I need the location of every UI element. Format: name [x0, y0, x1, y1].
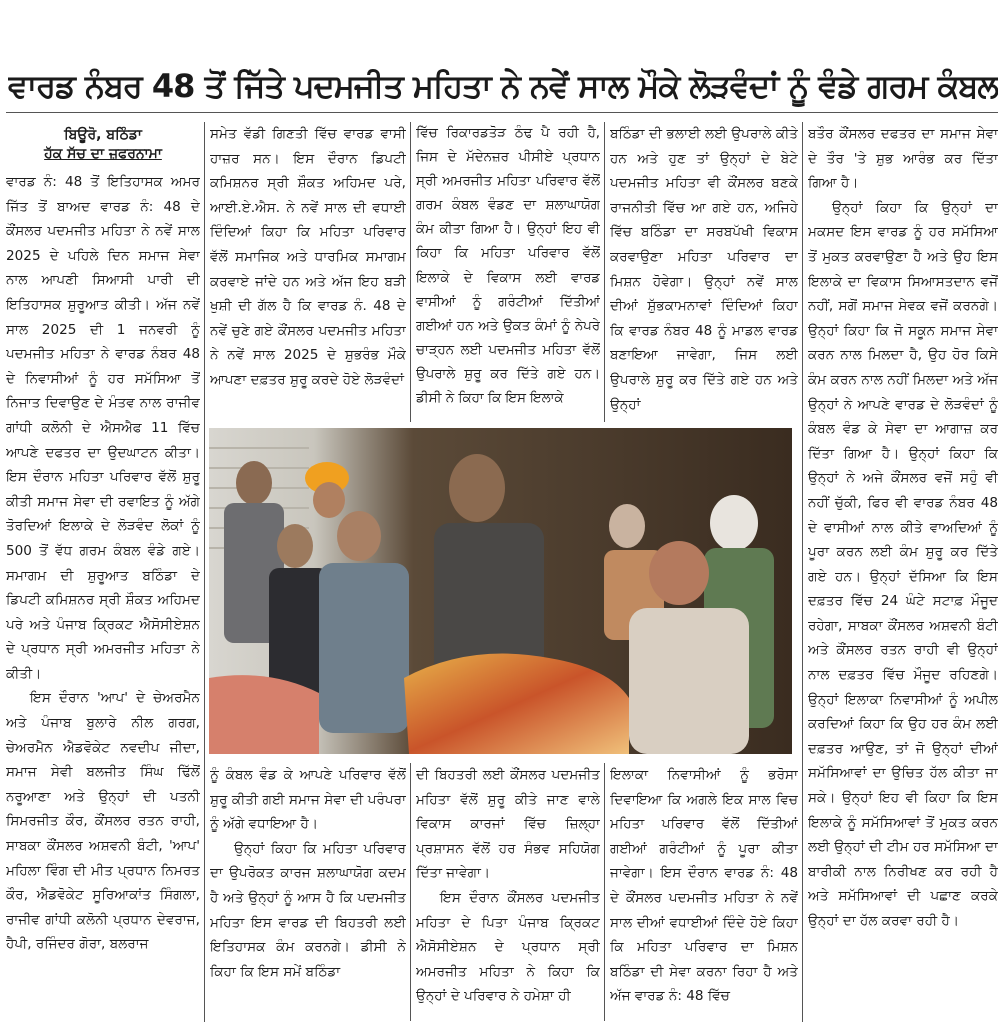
article-paragraph: ਬਤੌਰ ਕੌਂਸਲਰ ਦਫਤਰ ਦਾ ਸਮਾਜ ਸੇਵਾ ਦੇ ਤੌਰ 'ਤੇ ਸ਼ੁਭ ਆਰੰਭ ਕਰ ਦਿੱਤਾ ਗਿਆ ਹੈ। — [808, 126, 998, 192]
headline-rule — [6, 112, 998, 113]
column-divider — [410, 763, 411, 1021]
article-paragraph: ਸਮੇਤ ਵੱਡੀ ਗਿਣਤੀ ਵਿੱਚ ਵਾਰਡ ਵਾਸੀ ਹਾਜ਼ਰ ਸਨ। ਇਸ ਦੌਰਾਨ ਡਿਪਟੀ ਕਮਿਸ਼ਨਰ ਸ੍ਰੀ ਸ਼ੌਕਤ ਅਹਿਮਦ ਪਰੇ, ਆਈ.ਏ.ਐਸ. ਨੇ ਨਵੇਂ ਸਾਲ ਦੀ ਵਧਾਈ ਦਿੰਦਿਆਂ ਕਿਹਾ ਕਿ ਮਹਿਤਾ ਪਰਿਵਾਰ ਵੱਲੋਂ ਸਮਾਜਿਕ ਅਤੇ ਧਾਰਮਿਕ ਸਮਾਗਮ ਕਰਵਾਏ ਜਾਂਦੇ ਹਨ ਅਤੇ ਅੱਜ ਇਹ ਬੜੀ ਖੁਸ਼ੀ ਦੀ ਗੱਲ ਹੈ ਕਿ ਵਾਰਡ ਨੰ. 48 ਦੇ ਨਵੇਂ ਚੁਣੇ ਗਏ ਕੌਂਸਲਰ ਪਦਮਜੀਤ ਮਹਿਤਾ ਨੇ ਨਵੇਂ ਸਾਲ 2025 ਦੇ ਸ਼ੁਭਰੰਭ ਮੌਕੇ ਆਪਣਾ ਦਫ਼ਤਰ ਸ਼ੁਰੂ ਕਰਦੇ ਹੋਏ ਲੋੜਵੰਦਾਂ — [210, 126, 406, 388]
article-paragraph: ਦੀ ਬਿਹਤਰੀ ਲਈ ਕੌਂਸਲਰ ਪਦਮਜੀਤ ਮਹਿਤਾ ਵੱਲੋਂ ਸ਼ੁਰੂ ਕੀਤੇ ਜਾਣ ਵਾਲੇ ਵਿਕਾਸ ਕਾਰਜਾਂ ਵਿੱਚ ਜ਼ਿਲ੍ਹਾ ਪ੍ਰਸ਼ਾਸਨ ਵੱਲੋਂ ਹਰ ਸੰਭਵ ਸਹਿਯੋਗ ਦਿੱਤਾ ਜਾਵੇਗਾ। — [416, 767, 600, 882]
column-4-top — [610, 122, 798, 422]
event-photo-image — [209, 428, 792, 754]
article-paragraph: ਬਠਿੰਡਾ ਦੀ ਭਲਾਈ ਲਈ ਉਪਰਾਲੇ ਕੀਤੇ ਹਨ ਅਤੇ ਹੁਣ ਤਾਂ ਉਨ੍ਹਾਂ ਦੇ ਬੇਟੇ ਪਦਮਜੀਤ ਮਹਿਤਾ ਵੀ ਕੌਂਸਲਰ ਬਣਕੇ ਰਾਜਨੀਤੀ ਵਿੱਚ ਆ ਗਏ ਹਨ, ਅਜਿਹੇ ਵਿੱਚ ਬਠਿੰਡਾ ਦਾ ਸਰਬਪੱਖੀ ਵਿਕਾਸ ਕਰਵਾਉਣਾ ਮਹਿਤਾ ਪਰਿਵਾਰ ਦਾ ਮਿਸ਼ਨ ਹੋਵੇਗਾ। ਉਨ੍ਹਾਂ ਨਵੇਂ ਸਾਲ ਦੀਆਂ ਸ਼ੁੱਭਕਾਮਨਾਵਾਂ ਦਿੰਦਿਆਂ ਕਿਹਾ ਕਿ ਵਾਰਡ ਨੰਬਰ 48 ਨੂੰ ਮਾਡਲ ਵਾਰਡ ਬਣਾਇਆ ਜਾਵੇਗਾ, ਜਿਸ ਲਈ ਉਪਰਾਲੇ ਸ਼ੁਰੂ ਕਰ ਦਿੱਤੇ ਗਏ ਹਨ ਅਤੇ ਉਨ੍ਹਾਂ — [610, 126, 798, 413]
column-4-bottom — [610, 763, 798, 1021]
article-paragraph: ਉਨ੍ਹਾਂ ਕਿਹਾ ਕਿ ਮਹਿਤਾ ਪਰਿਵਾਰ ਦਾ ਉਪਰੋਕਤ ਕਾਰਜ ਸ਼ਲਾਘਾਯੋਗ ਕਦਮ ਹੈ ਅਤੇ ਉਨ੍ਹਾਂ ਨੂੰ ਆਸ ਹੈ ਕਿ ਪਦਮਜੀਤ ਮਹਿਤਾ ਇਸ ਵਾਰਡ ਦੀ ਬਿਹਤਰੀ ਲਈ ਇਤਿਹਾਸਕ ਕੰਮ ਕਰਨਗੇ। ਡੀਸੀ ਨੇ ਕਿਹਾ ਕਿ ਇਸ ਸਮੇਂ ਬਠਿੰਡਾ — [210, 840, 406, 980]
article-paragraph: ਇਸ ਦੌਰਾਨ 'ਆਪ' ਦੇ ਚੇਅਰਮੈਨ ਅਤੇ ਪੰਜਾਬ ਬੁਲਾਰੇ ਨੀਲ ਗਰਗ, ਚੇਅਰਮੈਨ ਐਡਵੋਕੇਟ ਨਵਦੀਪ ਜੀਦਾ, ਸਮਾਜ ਸੇਵੀ ਬਲਜੀਤ ਸਿੰਘ ਢਿੱਲੋਂ ਨਰੂਆਣਾ ਅਤੇ ਉਨ੍ਹਾਂ ਦੀ ਪਤਨੀ ਸਿਮਰਜੀਤ ਕੌਰ, ਕੌਂਸਲਰ ਰਤਨ ਰਾਹੀ, ਸਾਬਕਾ ਕੌਂਸਲਰ ਅਸ਼ਵਨੀ ਬੰਟੀ, 'ਆਪ' ਮਹਿਲਾ ਵਿੰਗ ਦੀ ਮੀਤ ਪ੍ਰਧਾਨ ਨਿਮਰਤ ਕੌਰ, ਐਡਵੋਕੇਟ ਸੂਰਿਆਕਾਂਤ ਸਿੰਗਲਾ, ਰਾਜੀਵ ਗਾਂਧੀ ਕਲੋਨੀ ਪ੍ਰਧਾਨ ਦੇਵਰਾਜ, ਹੈਪੀ, ਰਜਿੰਦਰ ਗੋਰਾ, ਬਲਰਾਜ — [6, 690, 200, 953]
column-divider — [802, 122, 803, 1022]
column-2-top — [210, 122, 406, 422]
column-3-top — [416, 122, 600, 422]
column-divider — [410, 122, 411, 422]
article-paragraph: ਵਿੱਚ ਰਿਕਾਰਡਤੋੜ ਠੰਢ ਪੈ ਰਹੀ ਹੈ, ਜਿਸ ਦੇ ਮੱਦੇਨਜ਼ਰ ਪੀਸੀਏ ਪ੍ਰਧਾਨ ਸ੍ਰੀ ਅਮਰਜੀਤ ਮਹਿਤਾ ਪਰਿਵਾਰ ਵੱਲੋਂ ਗਰਮ ਕੰਬਲ ਵੰਡਣ ਦਾ ਸ਼ਲਾਘਾਯੋਗ ਕੰਮ ਕੀਤਾ ਗਿਆ ਹੈ। ਉਨ੍ਹਾਂ ਇਹ ਵੀ ਕਿਹਾ ਕਿ ਮਹਿਤਾ ਪਰਿਵਾਰ ਵੱਲੋਂ ਇਲਾਕੇ ਦੇ ਵਿਕਾਸ ਲਈ ਵਾਰਡ ਵਾਸੀਆਂ ਨੂੰ ਗਰੰਟੀਆਂ ਦਿੱਤੀਆਂ ਗਈਆਂ ਹਨ ਅਤੇ ਉਕਤ ਕੰਮਾਂ ਨੂੰ ਨੇਪਰੇ ਚਾੜ੍ਹਨ ਲਈ ਪਦਮਜੀਤ ਮਹਿਤਾ ਵੱਲੋਂ ਉਪਰਾਲੇ ਸ਼ੁਰੂ ਕਰ ਦਿੱਤੇ ਗਏ ਹਨ। ਡੀਸੀ ਨੇ ਕਿਹਾ ਕਿ ਇਸ ਇਲਾਕੇ — [416, 126, 600, 407]
article-paragraph: ਵਾਰਡ ਨੰ: 48 ਤੋਂ ਇਤਿਹਾਸਕ ਅਮਰ ਜਿੱਤ ਤੋਂ ਬਾਅਦ ਵਾਰਡ ਨੰ: 48 ਦੇ ਕੌਂਸਲਰ ਪਦਮਜੀਤ ਮਹਿਤਾ ਨੇ ਨਵੇਂ ਸਾਲ 2025 ਦੇ ਪਹਿਲੇ ਦਿਨ ਸਮਾਜ ਸੇਵਾ ਨਾਲ ਆਪਣੀ ਸਿਆਸੀ ਪਾਰੀ ਦੀ ਇਤਿਹਾਸਕ ਸ਼ੁਰੂਆਤ ਕੀਤੀ। ਅੱਜ ਨਵੇਂ ਸਾਲ 2025 ਦੀ 1 ਜਨਵਰੀ ਨੂੰ ਪਦਮਜੀਤ ਮਹਿਤਾ ਨੇ ਵਾਰਡ ਨੰਬਰ 48 ਦੇ ਨਿਵਾਸੀਆਂ ਨੂੰ ਹਰ ਸਮੱਸਿਆ ਤੋਂ ਨਿਜਾਤ ਦਿਵਾਉਣ ਦੇ ਮੰਤਵ ਨਾਲ ਰਾਜੀਵ ਗਾਂਧੀ ਕਲੋਨੀ ਦੇ ਐਸਐਫ 11 ਵਿੱਚ ਆਪਣੇ ਦਫਤਰ ਦਾ ਉਦਘਾਟਨ ਕੀਤਾ। ਇਸ ਦੌਰਾਨ ਮਹਿਤਾ ਪਰਿਵਾਰ ਵੱਲੋਂ ਸ਼ੁਰੂ ਕੀਤੀ ਸਮਾਜ ਸੇਵਾ ਦੀ ਰਵਾਇਤ ਨੂੰ ਅੱਗੇ ਤੋਰਦਿਆਂ ਇਲਾਕੇ ਦੇ ਲੋੜਵੰਦ ਲੋਕਾਂ ਨੂੰ 500 ਤੋਂ ਵੱਧ ਗਰਮ ਕੰਬਲ ਵੰਡੇ ਗਏ। ਸਮਾਗਮ ਦੀ ਸ਼ੁਰੂਆਤ ਬਠਿੰਡਾ ਦੇ ਡਿਪਟੀ ਕਮਿਸ਼ਨਰ ਸ੍ਰੀ ਸ਼ੌਕਤ ਅਹਿਮਦ ਪਰੇ ਅਤੇ ਪੰਜਾਬ ਕ੍ਰਿਕਟ ਐਸੋਸੀਏਸ਼ਨ ਦੇ ਪ੍ਰਧਾਨ ਸ੍ਰੀ ਅਮਰਜੀਤ ਮਹਿਤਾ ਨੇ ਕੀਤੀ। — [6, 174, 200, 682]
column-2-bottom — [210, 763, 406, 1021]
byline-bureau: ਬਿਊਰੋ, ਬਠਿੰਡਾ — [64, 127, 142, 143]
article-paragraph: ਨੂੰ ਕੰਬਲ ਵੰਡ ਕੇ ਆਪਣੇ ਪਰਿਵਾਰ ਵੱਲੋਂ ਸ਼ੁਰੂ ਕੀਤੀ ਗਈ ਸਮਾਜ ਸੇਵਾ ਦੀ ਪਰੰਪਰਾ ਨੂੰ ਅੱਗੇ ਵਧਾਇਆ ਹੈ। — [210, 767, 406, 833]
column-3-bottom — [416, 763, 600, 1021]
byline-tagline: ਹੱਕ ਸੱਚ ਦਾ ਜ਼ਫਰਨਾਮਾ — [44, 146, 162, 162]
column-divider — [204, 122, 205, 1022]
column-divider — [604, 763, 605, 1021]
article-paragraph: ਇਲਾਕਾ ਨਿਵਾਸੀਆਂ ਨੂੰ ਭਰੋਸਾ ਦਿਵਾਇਆ ਕਿ ਅਗਲੇ ਇਕ ਸਾਲ ਵਿਚ ਮਹਿਤਾ ਪਰਿਵਾਰ ਵੱਲੋਂ ਦਿੱਤੀਆਂ ਗਈਆਂ ਗਰੰਟੀਆਂ ਨੂੰ ਪੂਰਾ ਕੀਤਾ ਜਾਵੇਗਾ। ਇਸ ਦੌਰਾਨ ਵਾਰਡ ਨੰ: 48 ਦੇ ਕੌਂਸਲਰ ਪਦਮਜੀਤ ਮਹਿਤਾ ਨੇ ਨਵੇਂ ਸਾਲ ਦੀਆਂ ਵਧਾਈਆਂ ਦਿੰਦੇ ਹੋਏ ਕਿਹਾ ਕਿ ਮਹਿਤਾ ਪਰਿਵਾਰ ਦਾ ਮਿਸ਼ਨ ਬਠਿੰਡਾ ਦੀ ਸੇਵਾ ਕਰਨਾ ਰਿਹਾ ਹੈ ਅਤੇ ਅੱਜ ਵਾਰਡ ਨੰ: 48 ਵਿੱਚ — [610, 767, 798, 1005]
column-1 — [6, 122, 200, 1022]
headline: ਵਾਰਡ ਨੰਬਰ 48 ਤੋਂ ਜਿੱਤੇ ਪਦਮਜੀਤ ਮਹਿਤਾ ਨੇ ਨਵੇਂ ਸਾਲ ਮੌਕੇ ਲੋੜਵੰਦਾਂ ਨੂੰ ਵੰਡੇ ਗਰਮ ਕੰਬਲ — [8, 67, 998, 106]
column-divider — [604, 122, 605, 422]
article-paragraph: ਇਸ ਦੌਰਾਨ ਕੌਂਸਲਰ ਪਦਮਜੀਤ ਮਹਿਤਾ ਦੇ ਪਿਤਾ ਪੰਜਾਬ ਕ੍ਰਿਕਟ ਐਸੋਸੀਏਸ਼ਨ ਦੇ ਪ੍ਰਧਾਨ ਸ੍ਰੀ ਅਮਰਜੀਤ ਮਹਿਤਾ ਨੇ ਕਿਹਾ ਕਿ ਉਨ੍ਹਾਂ ਦੇ ਪਰਿਵਾਰ ਨੇ ਹਮੇਸ਼ਾ ਹੀ — [416, 889, 600, 1005]
article-paragraph: ਉਨ੍ਹਾਂ ਕਿਹਾ ਕਿ ਉਨ੍ਹਾਂ ਦਾ ਮਕਸਦ ਇਸ ਵਾਰਡ ਨੂੰ ਹਰ ਸਮੱਸਿਆ ਤੋਂ ਮੁਕਤ ਕਰਵਾਉਣਾ ਹੈ ਅਤੇ ਉਹ ਇਸ ਇਲਾਕੇ ਦਾ ਵਿਕਾਸ ਸਿਆਸਤਦਾਨ ਵਜੋਂ ਨਹੀਂ, ਸਗੋਂ ਸਮਾਜ ਸੇਵਕ ਵਜੋਂ ਕਰਨਗੇ। ਉਨ੍ਹਾਂ ਕਿਹਾ ਕਿ ਜੋ ਸਕੂਨ ਸਮਾਜ ਸੇਵਾ ਕਰਨ ਨਾਲ ਮਿਲਦਾ ਹੈ, ਉਹ ਹੋਰ ਕਿਸੇ ਕੰਮ ਕਰਨ ਨਾਲ ਨਹੀਂ ਮਿਲਦਾ ਅਤੇ ਅੱਜ ਉਨ੍ਹਾਂ ਨੇ ਆਪਣੇ ਵਾਰਡ ਦੇ ਲੋੜਵੰਦਾਂ ਨੂੰ ਕੰਬਲ ਵੰਡ ਕੇ ਸੇਵਾ ਦਾ ਆਗਾਜ਼ ਕਰ ਦਿੱਤਾ ਗਿਆ ਹੈ। ਉਨ੍ਹਾਂ ਕਿਹਾ ਕਿ ਉਨ੍ਹਾਂ ਨੇ ਅਜੇ ਕੌਂਸਲਰ ਵਜੋਂ ਸਹੁੰ ਵੀ ਨਹੀਂ ਚੁੱਕੀ, ਫਿਰ ਵੀ ਵਾਰਡ ਨੰਬਰ 48 ਦੇ ਵਾਸੀਆਂ ਨਾਲ ਕੀਤੇ ਵਾਅਦਿਆਂ ਨੂੰ ਪੂਰਾ ਕਰਨ ਲਈ ਕੰਮ ਸ਼ੁਰੂ ਕਰ ਦਿੱਤੇ ਗਏ ਹਨ। ਉਨ੍ਹਾਂ ਦੱਸਿਆ ਕਿ ਇਸ ਦਫ਼ਤਰ ਵਿੱਚ 24 ਘੰਟੇ ਸਟਾਫ਼ ਮੌਜੂਦ ਰਹੇਗਾ, ਸਾਬਕਾ ਕੌਂਸਲਰ ਅਸ਼ਵਨੀ ਬੰਟੀ ਅਤੇ ਕੌਂਸਲਰ ਰਤਨ ਰਾਹੀ ਵੀ ਉਨ੍ਹਾਂ ਨਾਲ ਦਫ਼ਤਰ ਵਿੱਚ ਮੌਜੂਦ ਰਹਿਣਗੇ। ਉਨ੍ਹਾਂ ਇਲਾਕਾ ਨਿਵਾਸੀਆਂ ਨੂੰ ਅਪੀਲ ਕਰਦਿਆਂ ਕਿਹਾ ਕਿ ਉਹ ਹਰ ਕੰਮ ਲਈ ਦਫ਼ਤਰ ਆਉਣ, ਤਾਂ ਜੋ ਉਨ੍ਹਾਂ ਦੀਆਂ ਸਮੱਸਿਆਵਾਂ ਦਾ ਉਚਿਤ ਹੱਲ ਕੀਤਾ ਜਾ ਸਕੇ। ਉਨ੍ਹਾਂ ਇਹ ਵੀ ਕਿਹਾ ਕਿ ਇਸ ਇਲਾਕੇ ਨੂੰ ਸਮੱਸਿਆਵਾਂ ਤੋਂ ਮੁਕਤ ਕਰਨ ਲਈ ਉਨ੍ਹਾਂ ਦੀ ਟੀਮ ਹਰ ਸਮੱਸਿਆ ਦਾ ਬਾਰੀਕੀ ਨਾਲ ਨਿਰੀਖਣ ਕਰ ਰਹੀ ਹੈ ਅਤੇ ਸਮੱਸਿਆਵਾਂ ਦੀ ਪਛਾਣ ਕਰਕੇ ਉਨ੍ਹਾਂ ਦਾ ਹੱਲ ਕਰਵਾ ਰਹੀ ਹੈ। — [808, 199, 998, 929]
column-5 — [808, 122, 998, 1022]
event-photo — [209, 428, 792, 754]
